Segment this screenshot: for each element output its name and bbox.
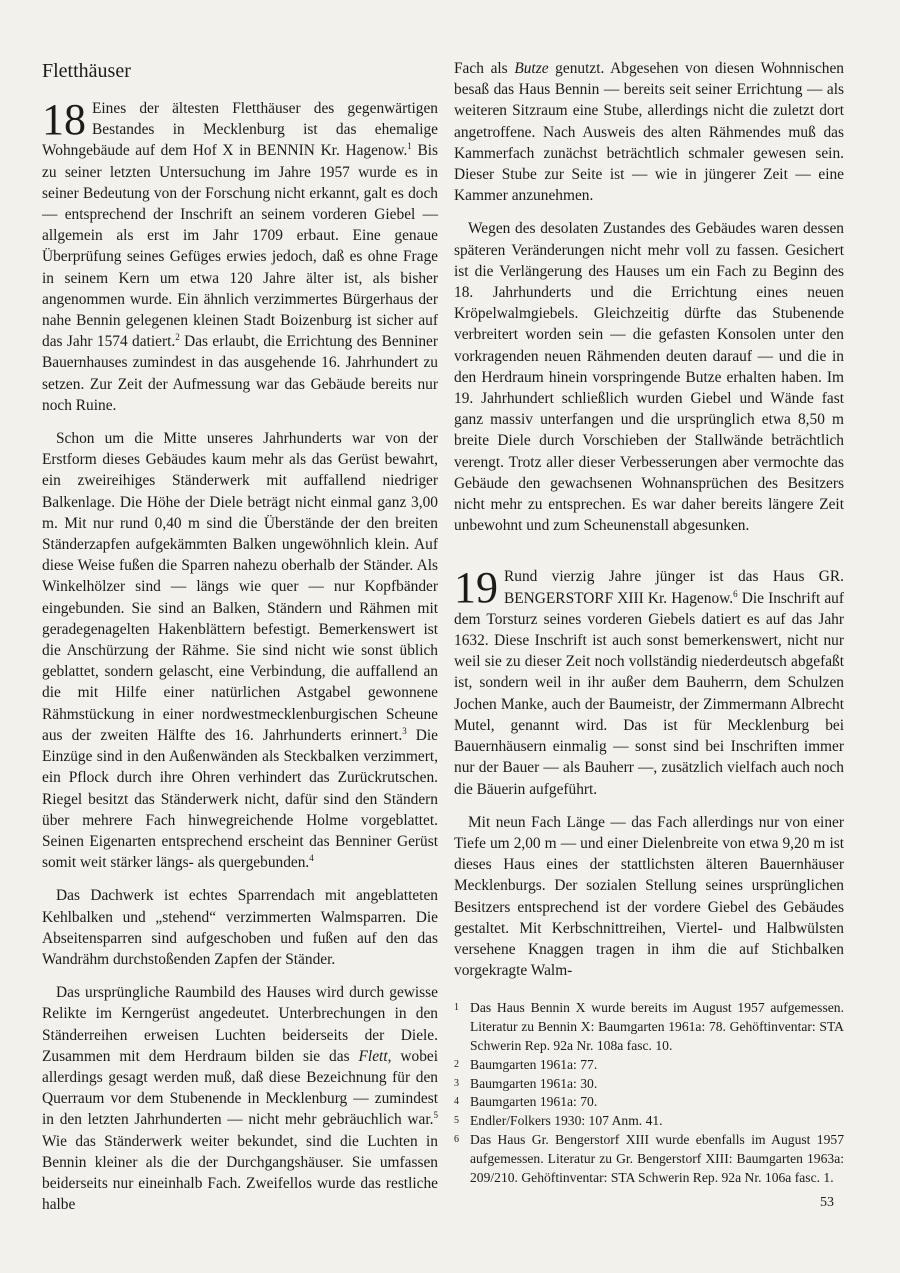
emphasis-butze: Butze	[514, 60, 549, 77]
text-span: genutzt. Abgesehen von diesen Wohnnischen besaß das Haus Bennin — bereits seit seiner Errichtung — als weiteren Sitzraum eine Stube, allerdings nicht die zuletzt dort angetroffene. Nach Ausweis des alten Rähmendes muß das Kammerfach zunächst beträchtlich schmaler gewesen sein. Dieser Stube zur Seite ist — wie in jüngerer Zeit — eine Kammer anzunehmen.	[454, 60, 844, 205]
footnotes	[454, 999, 844, 1187]
footnote-text: Das Haus Bennin X wurde bereits im August 1957 aufgemessen. Literatur zu Bennin X: Baumgarten 1961a: 78. Gehöftinventar: STA Schwerin Rep. 92a Nr. 108a fasc. 10.	[470, 1000, 844, 1053]
text-span: Fach als	[454, 60, 515, 77]
footnote-3	[454, 1075, 844, 1094]
footnote-1	[454, 999, 844, 1055]
emphasis-flett: Flett	[358, 1047, 388, 1065]
footnote-ref-1[interactable]: 1	[407, 141, 412, 152]
section-heading: Fletthäuser	[42, 60, 131, 82]
footnote-number: 4	[454, 1096, 459, 1108]
footnote-number: 3	[454, 1077, 459, 1089]
text-span: Wie das Ständerwerk weiter bekundet, sind die Luchten in Bennin kleiner als die der Durchgangshäuser. Sie umfassen beiderseits nur eineinhalb Fach. Zweifellos wurde das restliche halbe	[42, 1132, 438, 1214]
footnote-number: 6	[454, 1133, 459, 1145]
footnote-ref-4[interactable]: 4	[309, 853, 314, 864]
footnote-5	[454, 1112, 844, 1131]
text-span: Rund vierzig Jahre jünger ist das Haus GR. BENGERSTORF XIII Kr. Hagenow.	[504, 568, 844, 607]
entry-19-paragraph-1	[454, 563, 844, 799]
entry-number-18: 18	[42, 95, 86, 144]
entry-18-paragraph-3: Das Dachwerk ist echtes Sparrendach mit angeblatteten Kehlbalken und „stehend“ verzimmerten Walmsparren. Die Abseitensparren sind aufgeschoben und fußen auf den das Wandrähm durchstoßenden Zapfen der Ständer.	[42, 887, 438, 968]
entry-number-19: 19	[454, 563, 498, 613]
paragraph-wegen: Wegen des desolaten Zustandes des Gebäudes waren dessen späteren Veränderungen nicht mehr voll zu fassen. Gesichert ist die Verlängerung des Hauses um ein Fach zu Beginn des 18. Jahrhunderts und die Errichtung eines neuen Kröpelwalmgiebels. Gleichzeitig dürfte das Stubenende verbreitert worden sein — die gefasten Konsolen unter den vorkragenden neuen Rähmenden deuten darauf — und die in den Herdraum hinein vorspringende Butze erhalten haben. Im 19. Jahrhundert schließlich wurden Giebel und Wände fast ganz massiv unterfangen und die ursprünglich etwa 8,50 m breite Diele durch Vorschieben der Stallwände beträchtlich verengt. Trotz aller dieser Verbesserungen aber vermochte das Gebäude den gewachsenen Wohnansprüchen des Besitzers nicht mehr zu entsprechen. Es war daher bereits längere Zeit unbewohnt und zum Scheunenstall abgesunken.	[454, 220, 844, 535]
footnote-ref-5[interactable]: 5	[433, 1110, 438, 1121]
text-span: Bis zu seiner letzten Untersuchung im Jahre 1957 wurde es in seiner Bedeutung von der Forschung nicht erkannt, galt es doch — entsprechend der Inschrift an seinem vorderen Giebel — allgemein als erst im Jahr 1709 erbaut. Eine genaue Überprüfung seines Gefüges erwies jedoch, daß es ohne Frage in seinem Kern um etwa 120 Jahre älter ist, als bisher angenommen wurde. Ein ähnlich verzimmertes Bürgerhaus der nahe Bennin gelegenen kleinen Stadt Boizenburg ist sicher auf das Jahr 1574 datiert.	[42, 142, 438, 351]
footnote-2	[454, 1056, 844, 1075]
text-span: Schon um die Mitte unseres Jahrhunderts war von der Erstform dieses Gebäudes kaum mehr als das Gerüst bewahrt, ein zweireihiges Ständerwerk mit auffallend niedriger Balkenlage. Die Höhe der Diele beträgt nicht einmal ganz 3,00 m. Mit nur rund 0,40 m sind die Überstände der den breiten Ständerzapfen aufgekämmten Balken ungewöhnlich klein. Auf diese Weise fußen die Sparren nahezu oberhalb der Ständer. Als Winkelhölzer sind — längs wie quer — nur Kopfbänder eingebunden. Sie sind an Balken, Ständern und Rähmen mit geradegenagelten Hakenblättern befestigt. Bemerkenswert ist die Anschürzung der Rähme. Sie sind nicht wie sonst üblich geblattet, sondern gelascht, eine Verbindung, die auffallend an die mit Hilfe einer natürlichen Astgabel gewonnene Rähmstückung in einer nordwestmecklenburgischen Scheune aus der zweiten Hälfte des 16. Jahrhunderts erinnert.	[42, 430, 438, 744]
section-gap	[454, 548, 844, 566]
text-span: , wobei allerdings gesagt werden muß, daß diese Bezeichnung für den Querraum vor dem Stubenende in Mecklenburg — zumindest in den letzten Jahrhunderten — nicht mehr gebräuchlich war.	[42, 1047, 439, 1129]
text-span: Eines der ältesten Fletthäuser des gegenwärtigen Bestandes in Mecklenburg ist das ehemalige Wohngebäude auf dem Hof X in BENNIN Kr. Hagenow.	[42, 100, 438, 160]
text-span: Die Inschrift auf dem Torsturz seines vorderen Giebels datiert es auf das Jahr 1632. Diese Inschrift ist auch sonst bemerkenswert, nicht nur weil sie zu dieser Zeit noch vollständig niederdeutsch abgefaßt ist, sondern weil in ihr außer dem Bauherrn, dem Schulzen Jochen Manke, auch der Baumeistr, der Zimmermann Albrecht Mutel, genannt wird. Das ist für Mecklenburg bei Bauernhäusern einmalig — sonst sind bei Inschriften immer nur der Bauer — als Bauherr —, zusätzlich vielfach auch noch die Bäuerin aufgeführt.	[454, 589, 844, 798]
entry-18-paragraph-2	[42, 428, 438, 873]
footnote-text: Das Haus Gr. Bengerstorf XIII wurde ebenfalls im August 1957 aufgemessen. Literatur zu Gr. Bengerstorf XIII: Baumgarten 1963a: 209/210. Gehöftinventar: STA Schwerin Rep. 92a Nr. 106a fasc. 1.	[470, 1131, 844, 1185]
page-number: 53	[820, 1195, 834, 1210]
footnote-4	[454, 1093, 844, 1112]
right-column	[454, 58, 844, 1187]
footnote-number: 1	[454, 1002, 459, 1014]
footnote-text: Baumgarten 1961a: 77.	[470, 1056, 598, 1072]
footnote-text: Baumgarten 1961a: 70.	[470, 1094, 598, 1110]
footnote-ref-2[interactable]: 2	[175, 332, 180, 343]
text-span: Die Einzüge sind in den Außenwänden als Steckbalken verzimmert, ein Pflock durch ihre Ohren verhindert das Zurückrutschen. Riegel besitzt das Ständerwerk nicht, dafür sind den Ständern über mehrere Fach hinwegreichende Holme vorgeblattet. Seinen Eigenarten entsprechend erscheint das Benniner Gerüst somit weit stärker längs- als quergebunden.	[42, 726, 438, 872]
text-span: Das erlaubt, die Errichtung des Benniner Bauernhauses zumindest in das ausgehende 16. Jahrhundert zu setzen. Zur Zeit der Aufmessung war das Gebäude bereits nur noch Ruine.	[42, 333, 439, 414]
footnote-ref-3[interactable]: 3	[402, 725, 407, 736]
entry-18-paragraph-4	[42, 982, 438, 1215]
continuation-paragraph	[454, 58, 844, 206]
entry-18-paragraph-1	[42, 95, 439, 416]
footnote-number: 2	[454, 1058, 459, 1070]
footnote-text: Endler/Folkers 1930: 107 Anm. 41.	[470, 1113, 663, 1129]
text-span: Das ursprüngliche Raumbild des Hauses wird durch gewisse Relikte im Kerngerüst angedeutet. Unterbrechungen in den Ständerreihen erweisen Luchten beiderseits der Diele. Zusammen mit dem Herdraum bilden sie das	[42, 984, 438, 1065]
footnote-ref-6[interactable]: 6	[733, 588, 738, 599]
entry-19-paragraph-2: Mit neun Fach Länge — das Fach allerdings nur von einer Tiefe um 2,00 m — und einer Dielenbreite von etwa 9,20 m ist dieses Haus eines der stattlichsten älteren Bauernhäuser Mecklenburgs. Der sozialen Stellung seines ursprünglichen Besitzers entsprechend ist der vordere Giebel des Gebäudes gestaltet. Mit Kerbschnittreihen, Viertel- und Halbwülsten versehene Knaggen tragen in ihm die auf Stichbalken vorgekragte Walm-	[454, 813, 844, 980]
footnote-6	[454, 1131, 844, 1187]
left-column	[42, 58, 438, 1227]
footnote-number: 5	[454, 1115, 459, 1127]
footnote-text: Baumgarten 1961a: 30.	[470, 1075, 598, 1091]
